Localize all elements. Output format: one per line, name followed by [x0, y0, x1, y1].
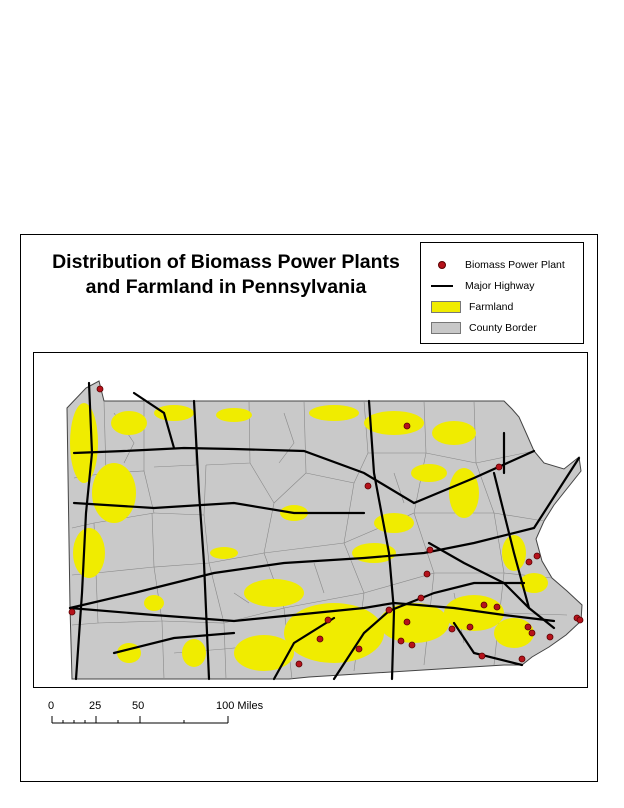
power-plant-marker[interactable] [404, 619, 410, 625]
power-plant-marker[interactable] [325, 617, 331, 623]
power-plant-marker[interactable] [365, 483, 371, 489]
pennsylvania-map [34, 353, 588, 688]
scale-label-100: 100 Miles [216, 700, 264, 712]
power-plant-marker[interactable] [534, 553, 540, 559]
highway-line-icon [431, 285, 453, 287]
legend-item-county [431, 319, 537, 337]
legend-label: County Border [469, 322, 537, 334]
power-plant-marker[interactable] [296, 661, 302, 667]
legend-label: Major Highway [465, 280, 535, 292]
power-plant-marker[interactable] [496, 464, 502, 470]
title-line-1: Distribution of Biomass Power Plants [52, 251, 400, 273]
map-panel [33, 352, 588, 688]
power-plant-marker[interactable] [404, 423, 410, 429]
scale-label-25: 25 [89, 700, 102, 712]
legend-item-highway [431, 277, 534, 295]
power-plant-marker[interactable] [386, 607, 392, 613]
power-plant-marker[interactable] [317, 636, 323, 642]
power-plant-marker[interactable] [427, 547, 433, 553]
legend-item-farmland [431, 298, 513, 316]
scale-label-0: 0 [48, 700, 55, 712]
power-plant-marker[interactable] [526, 559, 532, 565]
power-plant-marker[interactable] [449, 626, 455, 632]
power-plant-marker[interactable] [519, 656, 525, 662]
scale-bar [42, 700, 282, 740]
legend-item-power-plant [431, 256, 565, 274]
power-plant-marker[interactable] [418, 595, 424, 601]
county-swatch [431, 322, 461, 334]
legend-label: Biomass Power Plant [465, 259, 565, 271]
scale-label-50: 50 [132, 700, 145, 712]
title-line-2: and Farmland in Pennsylvania [85, 276, 367, 298]
farmland-swatch [431, 301, 461, 313]
power-plant-marker[interactable] [424, 571, 430, 577]
power-plant-dot-icon [438, 261, 446, 269]
power-plant-marker[interactable] [69, 609, 75, 615]
power-plant-marker[interactable] [547, 634, 553, 640]
power-plant-marker[interactable] [494, 604, 500, 610]
legend [420, 242, 584, 344]
power-plant-marker[interactable] [409, 642, 415, 648]
power-plant-marker[interactable] [467, 624, 473, 630]
power-plant-marker[interactable] [97, 386, 103, 392]
power-plant-marker[interactable] [577, 617, 583, 623]
map-title [36, 250, 416, 300]
power-plant-marker[interactable] [356, 646, 362, 652]
power-plant-marker[interactable] [529, 630, 535, 636]
power-plant-marker[interactable] [525, 624, 531, 630]
power-plant-marker[interactable] [398, 638, 404, 644]
legend-label: Farmland [469, 301, 514, 313]
power-plant-marker[interactable] [481, 602, 487, 608]
scale-ruler [42, 716, 282, 730]
power-plant-marker[interactable] [479, 653, 485, 659]
